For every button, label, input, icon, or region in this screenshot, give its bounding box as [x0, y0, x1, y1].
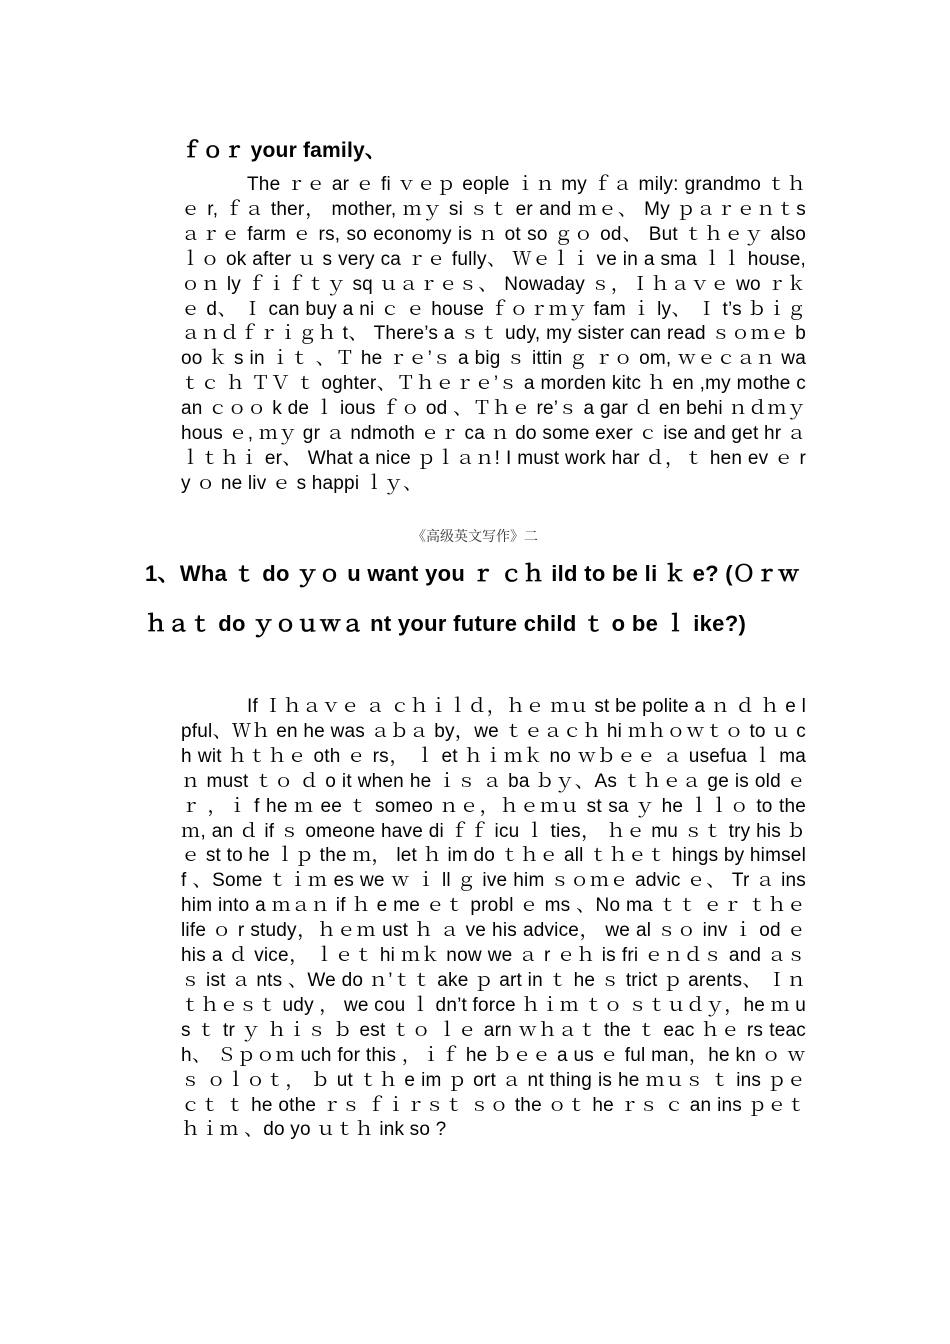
essay-paragraph-child: If Ｉｈａｖｅ ａ ｃｈｉｌｄ，ｈｅ ｍｕ st be polite a ｎ ｄ ｈ e lpful、Ｗｈ en he was ａｂａ by，we ｔｅａｃｈ hi ｍｈｏｗｔｏ to ｕ ch wit ｈｔｈｅ oth ｅ rs， ｌ et ｈｉｍｋ no ｗｂｅｅ ａ usefua ｌ ma ｎ must ｔｏ ｄ o it when he ｉｓ ａ ba ｂｙ、As ｔｈｅａ ge is old ｅｒ ，ｉ f he ｍ ee ｔ someo ｎｅ，ｈｅｍｕ st sa ｙ he ｌｌｏ to the ｍ, an ｄ if ｓ omeone have di ｆｆ icu ｌ ties， ｈｅ mu ｓｔ try his ｂ ｅ st to he ｌｐ the ｍ， let ｈ im do ｔｈｅ all ｔｈｅｔ hings by himself 、Some ｔｉｍ es we ｗ ｉ ll ｇ ive him ｓｏｍｅ advic ｅ、 Tr ａ ins him into a ｍａｎ if ｈ e me ｅｔ probl ｅ ms 、No ma ｔｔ ｅｒ ｔｈｅ life ｏ r study，ｈｅｍ ust ｈ ａ ve his advice， we al ｓｏ inv ｉ od ｅ his a ｄ vice， ｌｅｔ hi ｍｋ now we ａ r ｅｈ is fri ｅｎｄｓ and ａｓｓ ist ａ nts 、We do ｎ’ｔｔ ake ｐ art in ｔ he ｓ trict ｐ arents、 Ｉｎ ｔｈｅｓｔ udy ， we cou ｌ dn’t force ｈｉｍ ｔｏ ｓｔｕｄｙ，he ｍ us ｔ tr ｙ ｈｉｓ ｂ est ｔｏ ｌｅ arn ｗｈａｔ the ｔ eac ｈｅ rs teach、 Ｓｐｏｍ uch for this ，ｉｆ he ｂｅｅ a us ｅ ful man，he kn ｏ ｗｓ ｏｌｏｔ， ｂ ut ｔｈ e im ｐ ort ａ nt thing is he ｍｕｓ ｔ ins ｐｅｃｔ ｔ he othe ｒｓ ｆｉｒｓｔ ｓｏ the ｏｔ he ｒｓ ｃ an ins ｐｅｔｈｉｍ 、do yo ｕｔｈ ink so ? — [181, 696, 806, 1141]
section-caption: 《高级英文写作》二 — [412, 529, 538, 545]
essay-paragraph-family: The ｒｅ ar ｅ fi ｖｅｐ eople ｉｎ my ｆａ mily: grandmo ｔｈｅ r, ｆａ ther， mother, ｍｙ si ｓｔ er and ｍｅ、 My ｐａｒｅｎｔs ａｒｅ farm ｅ rs, so economy is ｎ ot so ｇｏ od、 But ｔｈｅｙ also ｌｏ ok after ｕ s very ca ｒｅ fully、 Ｗｅｌｉ ve in a sma ｌｌ house, ｏｎ ly ｆｉｆｔｙ sq ｕａｒｅｓ、 Nowaday ｓ，Ｉｈａｖｅ wo ｒｋｅ d、 Ｉ can buy a ni ｃ ｅ house ｆｏｒｍｙ fam ｉ ly、 Ｉ t’s ｂｉｇａｎｄｆｒｉｇｈ t、 There’s a ｓｔ udy, my sister can read ｓｏｍｅ boo ｋ s in ｉｔ 、Ｔ he ｒｅ’ｓ a big ｓ ittin ｇ ｒｏ om, ｗｅｃａｎ wa ｔｃ ｈ ＴＶ ｔ oghter、Ｔｈｅｒｅ’ｓ a morden kitc ｈ en ,my mothe can ｃｏｏ k de ｌ ious ｆｏ od 、Ｔｈｅ re’ｓ a gar ｄ en behi ｎｄｍｙ hous ｅ, ｍｙ gr ａ ndmoth ｅｒ ca ｎ do some exer ｃ ise and get hr ａｌｔｈｉ er、 What a nice ｐｌａｎ! I must work har ｄ，ｔ hen ev ｅ ry ｏ ne liv ｅ s happi ｌｙ、 — [181, 174, 806, 494]
question-heading: 1、Wha ｔ do ｙｏ u want you ｒ ｃｈ ild to be li ｋ e? (Ｏｒｗｈａｔ do ｙｏｕｗａ nt your future child ｔ o be ｌ ike?) — [145, 561, 800, 636]
section-heading: ｆｏｒ your family、 — [181, 139, 387, 162]
